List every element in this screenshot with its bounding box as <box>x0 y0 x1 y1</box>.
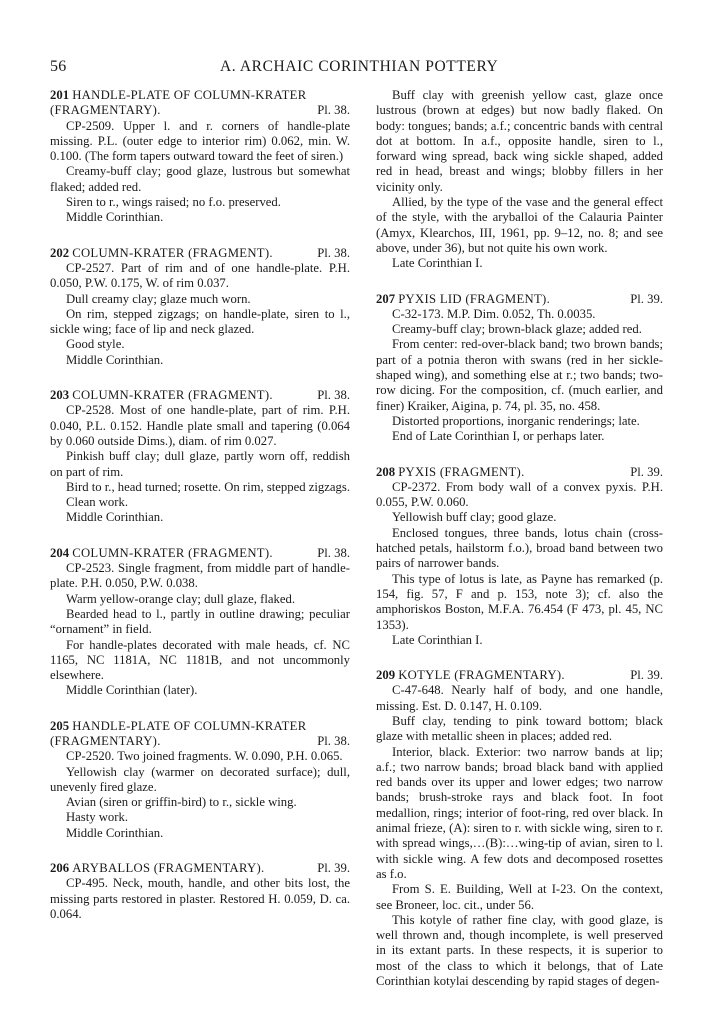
entry-number: 209 <box>376 668 396 683</box>
plate-reference: Pl. 38. <box>317 103 350 118</box>
entry-paragraph: Middle Corinthian (later). <box>66 683 198 698</box>
entry-number: 202 <box>50 245 70 260</box>
entry-title: HANDLE-PLATE OF COLUMN-KRATER <box>72 88 307 102</box>
entry-paragraph: C-32-173. M.P. Dim. 0.052, Th. 0.0035. <box>392 306 596 321</box>
heading-line <box>50 861 350 876</box>
entry-paragraph: Late Corinthian I. <box>392 256 483 271</box>
entry-title: PYXIS LID (FRAGMENT). <box>398 291 551 306</box>
entry-number: 207 <box>376 291 396 306</box>
heading-line <box>50 734 350 749</box>
entry-paragraph: Clean work. <box>66 495 129 510</box>
entry-paragraph: Avian (siren or griffin-bird) to r., sickle wing. <box>66 795 297 810</box>
heading-line <box>376 465 663 480</box>
catalogue-entry <box>50 88 350 226</box>
entry-heading <box>50 546 350 561</box>
heading-line <box>376 292 663 307</box>
entry-number: 204 <box>50 545 70 560</box>
entry-paragraph: From S. E. Building, Well at I-23. On the context, see Broneer, loc. cit., under 56. <box>376 882 663 912</box>
heading-text <box>50 546 273 561</box>
entry-paragraph: Bird to r., head turned; rosette. On rim, stepped zigzags. <box>66 479 350 494</box>
catalogue-entry <box>50 861 350 922</box>
left-column <box>50 88 350 942</box>
entry-paragraph: CP-2523. Single fragment, from middle part of handle-plate. P.H. 0.050, P.W. 0.038. <box>50 561 350 591</box>
entry-paragraph: CP-495. Neck, mouth, handle, and other bits lost, the missing parts restored in plaster. Restored H. 0.059, D. ca. 0.064. <box>50 876 350 921</box>
heading-text <box>50 719 306 734</box>
page-header <box>50 58 662 80</box>
entry-206-continuation <box>376 88 663 272</box>
entry-title: PYXIS (FRAGMENT). <box>398 464 525 479</box>
plate-reference: Pl. 38. <box>317 733 350 748</box>
heading-text <box>376 465 525 480</box>
heading-text <box>50 734 161 749</box>
entry-paragraph: CP-2520. Two joined fragments. W. 0.090, P.H. 0.065. <box>66 749 343 764</box>
running-head: A. ARCHAIC CORINTHIAN POTTERY <box>220 58 499 75</box>
catalogue-entry <box>376 465 663 649</box>
plate-reference: Pl. 38. <box>317 245 350 260</box>
entry-heading <box>50 88 350 119</box>
entry-paragraph: Warm yellow-orange clay; dull glaze, flaked. <box>66 591 296 606</box>
entry-paragraph: Buff clay, tending to pink toward bottom; black glaze with metallic sheen in places; added red. <box>376 713 663 744</box>
entry-number: 203 <box>50 388 70 403</box>
entry-paragraph: Middle Corinthian. <box>66 510 164 525</box>
entry-heading <box>376 668 663 683</box>
entry-title: ARYBALLOS (FRAGMENTARY). <box>72 861 265 876</box>
entry-paragraph: Yellowish clay (warmer on decorated surface); dull, unevenly fired glaze. <box>50 764 350 794</box>
entry-paragraph: Good style. <box>66 337 125 352</box>
heading-line <box>50 388 350 403</box>
entry-paragraph: Middle Corinthian. <box>66 825 164 840</box>
entry-number: 206 <box>50 861 70 876</box>
entry-paragraph: Creamy-buff clay; good glaze, lustrous but somewhat flaked; added red. <box>50 164 350 194</box>
entry-paragraph: Enclosed tongues, three bands, lotus chain (cross-hatched petals, hailstorm f.o.), broad band between two pairs of narrower bands. <box>376 525 663 571</box>
catalogue-entry <box>50 719 350 841</box>
heading-text <box>50 88 306 103</box>
entry-paragraph: Interior, black. Exterior: two narrow bands at lip; a.f.; two narrow bands; broad black band with applied red bands over its upper and lower edges; two narrow bands; brush-stroke rays and black foot. In foot medallion, rings; interior of foot-ring, red over black. In animal frieze, (A): siren to r. with sickle wing, siren to r. with spread wings,…(B):…wing-tip of avian, siren to l. with sickle wing. A few dots and decomposed rosettes as f.o. <box>376 744 663 881</box>
entry-heading <box>376 292 663 307</box>
plate-reference: Pl. 39. <box>630 464 663 479</box>
plate-reference: Pl. 38. <box>317 388 350 403</box>
entry-paragraph: Late Corinthian I. <box>392 632 483 647</box>
entry-paragraph: Distorted proportions, inorganic renderings; late. <box>392 413 640 428</box>
entry-paragraph: Bearded head to l., partly in outline drawing; peculiar “ornament” in field. <box>50 606 350 637</box>
entry-paragraph: Dull creamy clay; glaze much worn. <box>66 291 251 306</box>
catalogue-entry <box>50 246 350 368</box>
entry-heading <box>376 465 663 480</box>
entry-paragraph: This kotyle of rather fine clay, with good glaze, is well thrown and, though incomplete, is well preserved in its extant parts. In these respects, it is superior to most of the class to which it belongs, that of Late Corinthian kotylai descending by rapid stages of degen- <box>376 912 663 989</box>
plate-reference: Pl. 38. <box>317 545 350 560</box>
entry-heading <box>50 861 350 876</box>
entry-title: COLUMN-KRATER (FRAGMENT). <box>72 388 273 403</box>
heading-text <box>50 388 273 403</box>
entry-paragraph: Yellowish buff clay; good glaze. <box>392 510 557 525</box>
entry-title: COLUMN-KRATER (FRAGMENT). <box>72 245 273 260</box>
entry-paragraph: Middle Corinthian. <box>66 210 164 225</box>
catalogue-entry <box>50 546 350 699</box>
entry-heading <box>50 719 350 750</box>
catalogue-entry <box>50 388 350 526</box>
entry-paragraph: Hasty work. <box>66 810 129 825</box>
entry-paragraph: Pinkish buff clay; dull glaze, partly worn off, reddish on part of rim. <box>50 449 350 479</box>
entry-number: 205 <box>50 718 70 733</box>
entry-paragraph: Buff clay with greenish yellow cast, glaze once lustrous (brown at edges) but now badly flaked. On body: tongues; bands; a.f.; concentric bands with central dot at bottom. In a.f., opposite handle, siren to l., forward wing spread, back wing sickle shaped, added red in head, breast and wings; blobby fillers in her vicinity only. <box>376 88 663 194</box>
heading-line <box>50 103 350 118</box>
catalogue-entry <box>376 668 663 989</box>
entry-paragraph: CP-2528. Most of one handle-plate, part of rim. P.H. 0.040, P.L. 0.152. Handle plate small and tapering (0.064 by 0.060 outside Dims.), diam. of rim 0.027. <box>50 403 350 448</box>
entry-heading <box>50 246 350 261</box>
entry-paragraph: For handle-plates decorated with male heads, cf. NC 1165, NC 1181A, NC 1181B, and not uncommonly elsewhere. <box>50 637 350 683</box>
plate-reference: Pl. 39. <box>317 861 350 876</box>
heading-line <box>50 719 350 734</box>
entry-title: HANDLE-PLATE OF COLUMN-KRATER <box>72 718 307 733</box>
page-number: 56 <box>50 58 67 75</box>
heading-line <box>50 246 350 261</box>
heading-text <box>376 668 565 683</box>
catalogue-entry <box>376 292 663 445</box>
heading-text <box>50 103 161 118</box>
heading-text <box>376 292 550 307</box>
entry-paragraph: Allied, by the type of the vase and the general effect of the style, with the aryballoi of the Calauria Painter (Amyx, Klearchos, III, 1961, pp. 9–12, no. 8; and see above, under 36), but not quite his own work. <box>376 195 663 255</box>
entry-paragraph: From center: red-over-black band; two brown bands; part of a potnia theron with swans (red in her sickle-shaped wing), and something else at r.; two bands; two-row dicing. For the composition, cf. (much earlier, and finer) Kraiker, Aigina, p. 74, pl. 35, no. 458. <box>376 337 663 413</box>
entry-paragraph: CP-2372. From body wall of a convex pyxis. P.H. 0.055, P.W. 0.060. <box>376 479 663 510</box>
right-column <box>376 88 663 1009</box>
entry-title: COLUMN-KRATER (FRAGMENT). <box>72 545 273 560</box>
entry-number: 201 <box>50 88 70 102</box>
heading-text <box>50 246 273 261</box>
heading-line <box>50 546 350 561</box>
entry-title: (FRAGMENTARY). <box>50 103 161 118</box>
entry-paragraph: Creamy-buff clay; brown-black glaze; added red. <box>392 322 642 337</box>
heading-line <box>376 668 663 683</box>
entry-title: KOTYLE (FRAGMENTARY). <box>398 668 565 683</box>
plate-reference: Pl. 39. <box>630 291 663 306</box>
heading-line <box>50 88 350 103</box>
entry-paragraph: Siren to r., wings raised; no f.o. preserved. <box>66 195 281 210</box>
entry-paragraph: Middle Corinthian. <box>66 352 164 367</box>
entry-paragraph: CP-2527. Part of rim and of one handle-plate. P.H. 0.050, P.W. 0.175, W. of rim 0.037. <box>50 260 350 291</box>
entry-paragraph: This type of lotus is late, as Payne has remarked (p. 154, fig. 57, F and p. 153, note 3); cf. also the amphoriskos Boston, M.F.A. 76.454 (F 473, pl. 45, NC 1353). <box>376 571 663 632</box>
entry-paragraph: On rim, stepped zigzags; on handle-plate, siren to l., sickle wing; face of lip and neck glazed. <box>50 306 350 337</box>
entry-title: (FRAGMENTARY). <box>50 733 161 748</box>
entry-heading <box>50 388 350 403</box>
heading-text <box>50 861 264 876</box>
entry-paragraph: C-47-648. Nearly half of body, and one handle, missing. Est. D. 0.147, H. 0.109. <box>376 683 663 713</box>
plate-reference: Pl. 39. <box>630 668 663 683</box>
entry-number: 208 <box>376 464 396 479</box>
entry-paragraph: CP-2509. Upper l. and r. corners of handle-plate missing. P.L. (outer edge to interior rim) 0.062, min. W. 0.100. (The form tapers outward toward the feet of siren.) <box>50 118 350 164</box>
entry-paragraph: End of Late Corinthian I, or perhaps later. <box>392 429 605 444</box>
